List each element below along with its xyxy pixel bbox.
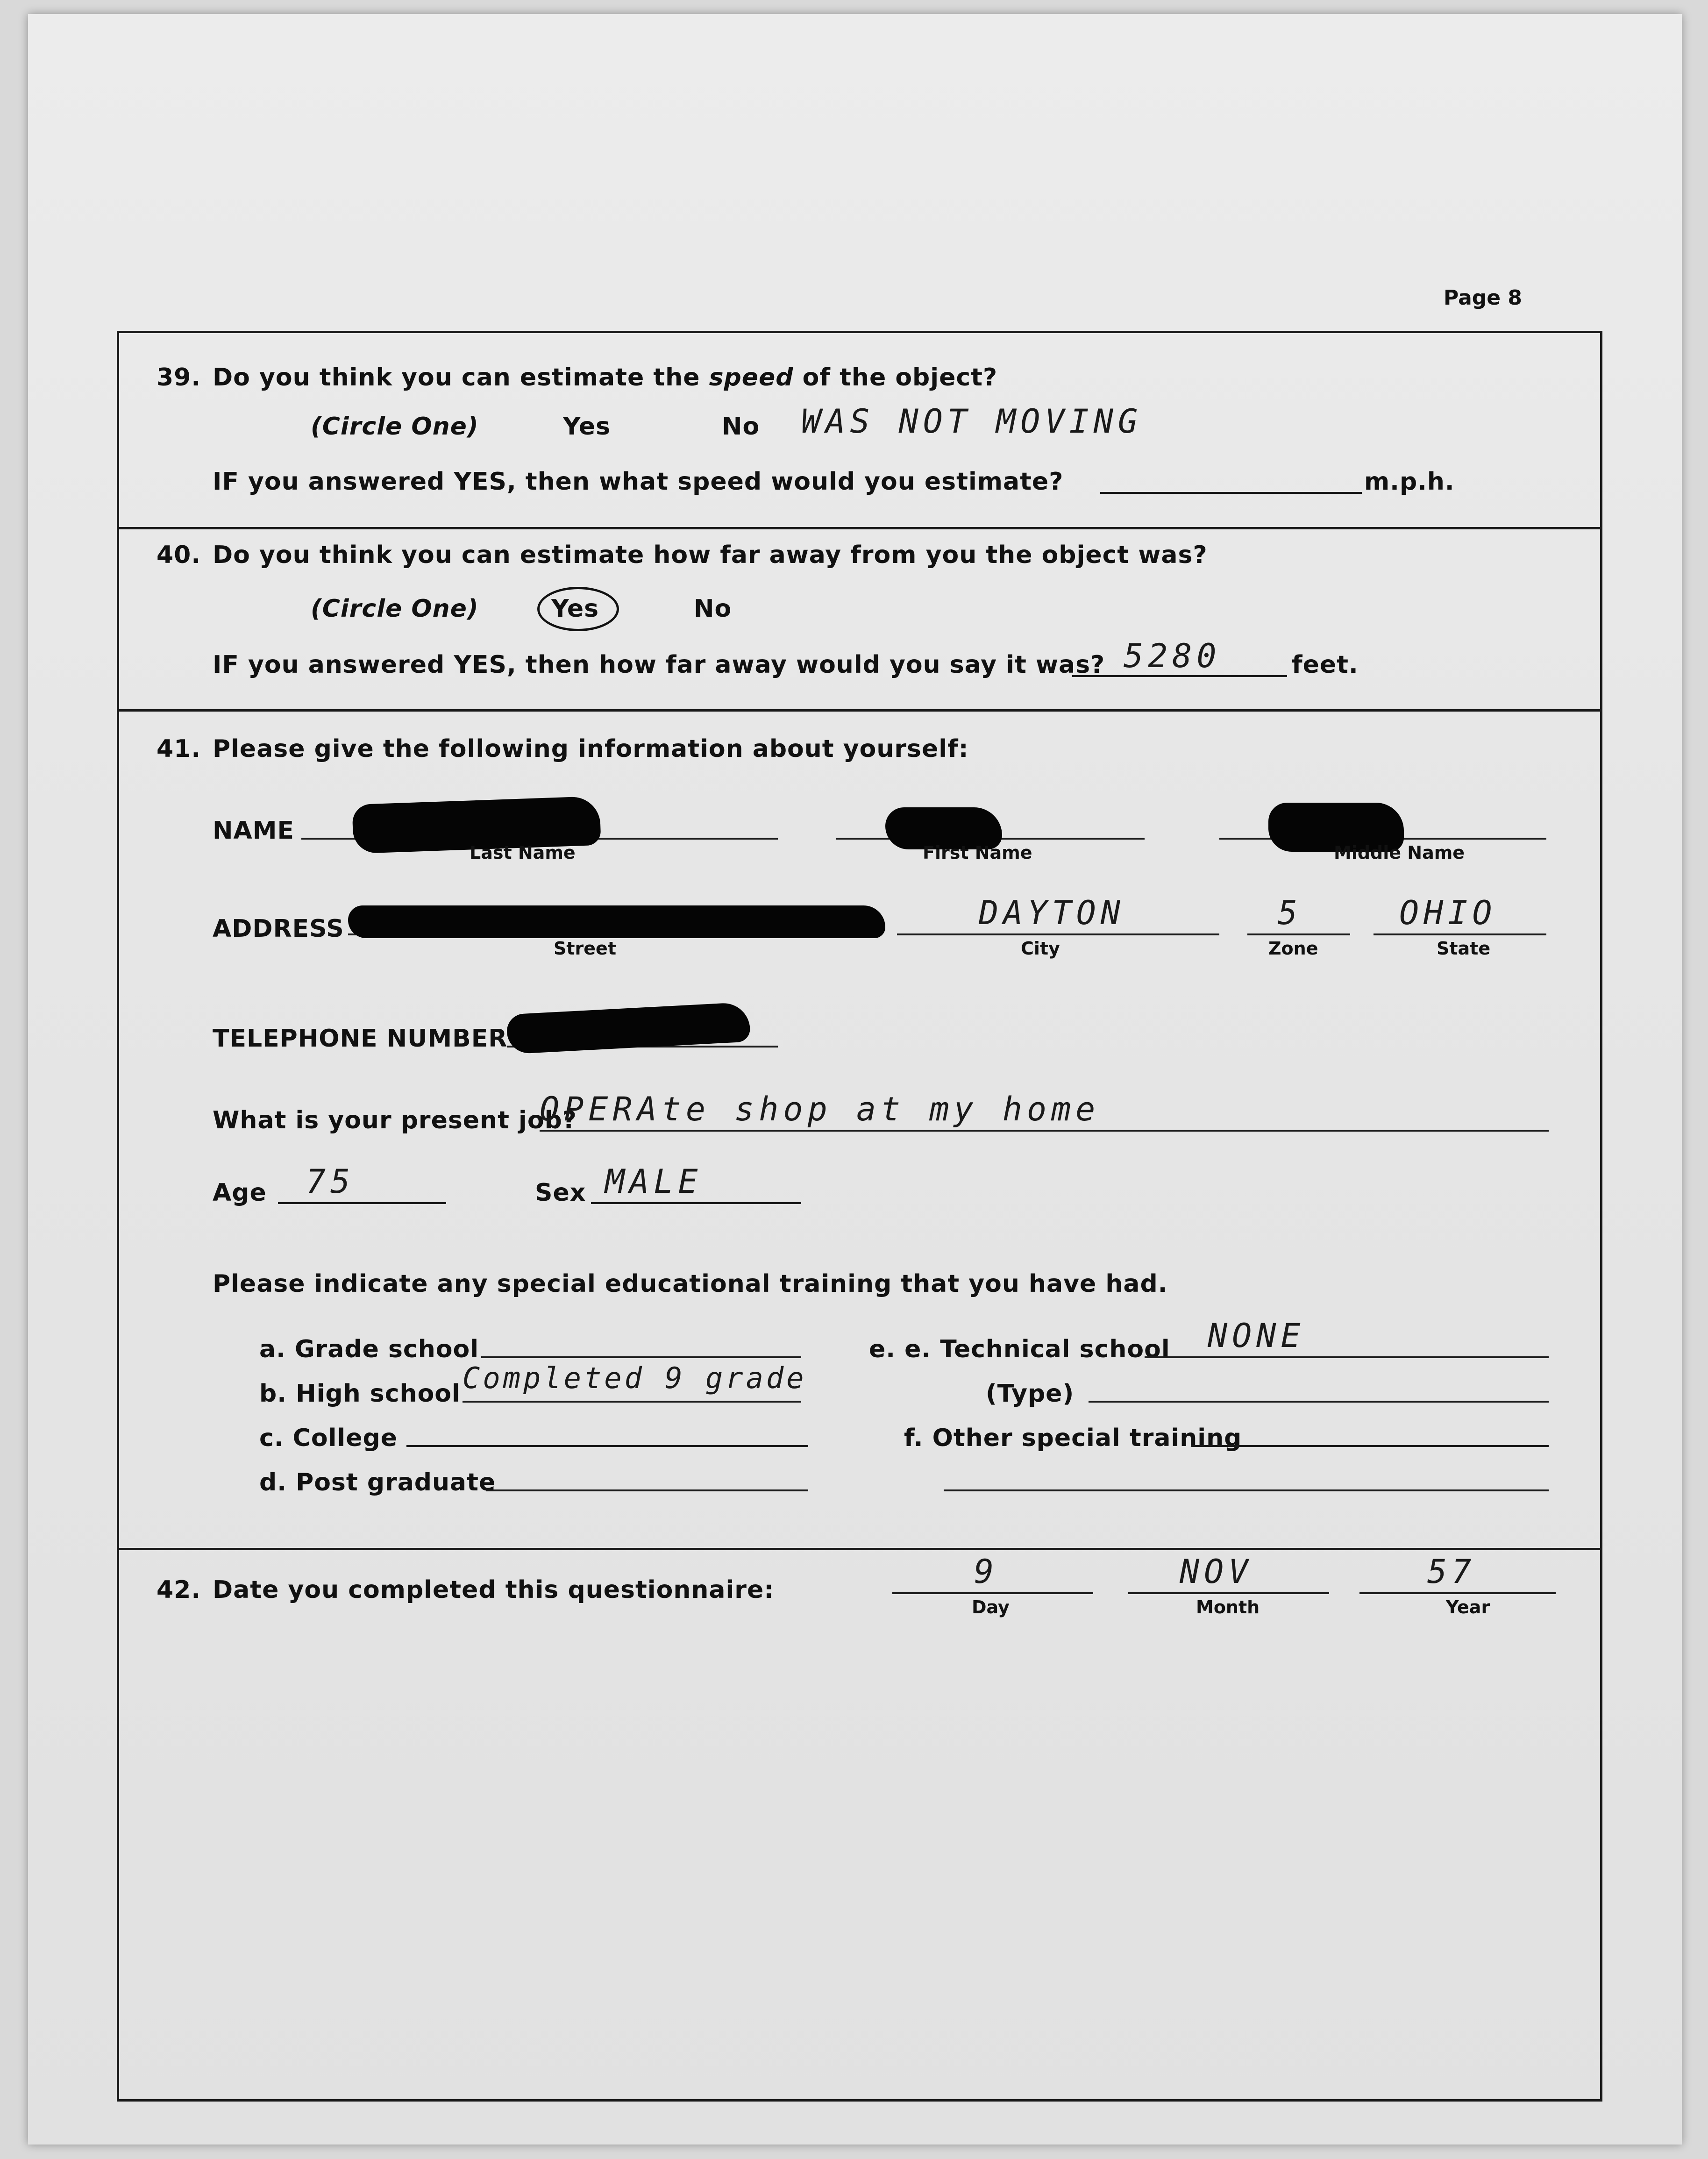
age-label: Age — [213, 1179, 267, 1207]
q40-yes-option[interactable]: Yes — [551, 595, 599, 623]
last-name-caption: Last Name — [470, 842, 576, 863]
city-value: DAYTON — [979, 894, 1125, 932]
state-caption: State — [1437, 938, 1491, 959]
sex-value: MALE — [605, 1162, 703, 1201]
edu-technical-school-label: e. e. Technical school — [869, 1335, 1170, 1363]
q40-distance-line[interactable] — [1072, 675, 1287, 677]
edu-technical-school-value: NONE — [1208, 1317, 1305, 1355]
age-value: 75 — [306, 1162, 355, 1201]
edu-other-training-label: f. Other special training — [904, 1424, 1242, 1452]
q42-month-line[interactable] — [1128, 1592, 1329, 1594]
telephone-label: TELEPHONE NUMBER — [213, 1025, 508, 1053]
q39-unit: m.p.h. — [1364, 468, 1455, 496]
q42-number: 42. — [157, 1576, 201, 1604]
sex-line[interactable] — [591, 1202, 801, 1204]
q42-year-line[interactable] — [1359, 1592, 1556, 1594]
divider-q40-q41 — [119, 709, 1600, 712]
q42-year-caption: Year — [1446, 1597, 1490, 1617]
first-name-caption: First Name — [923, 842, 1032, 863]
edu-high-school-value: Completed 9 grade — [463, 1361, 807, 1395]
q39-question — [213, 363, 997, 392]
edu-high-school-label: b. High school — [259, 1380, 461, 1408]
q39-question-em: speed — [709, 363, 794, 392]
q39-question-prefix: Do you think you can estimate the — [213, 363, 709, 392]
q40-number: 40. — [157, 541, 201, 569]
q42-month-value: NOV — [1180, 1553, 1253, 1591]
edu-other-training-line-2[interactable] — [944, 1489, 1549, 1491]
middle-name-caption: Middle Name — [1334, 842, 1465, 863]
q42-day-value: 9 — [974, 1553, 999, 1591]
state-line[interactable] — [1374, 933, 1546, 935]
questionnaire-page — [28, 14, 1682, 2145]
q40-no-option[interactable]: No — [694, 595, 732, 623]
edu-other-training-line[interactable] — [1191, 1445, 1549, 1447]
education-prompt: Please indicate any special educational training that you have had. — [213, 1270, 1168, 1298]
q42-question: Date you completed this questionnaire: — [213, 1576, 775, 1604]
q41-number: 41. — [157, 735, 201, 763]
edu-post-graduate-label: d. Post graduate — [259, 1468, 496, 1496]
q39-speed-line[interactable] — [1100, 492, 1362, 494]
edu-post-graduate-line[interactable] — [486, 1489, 808, 1491]
sex-label: Sex — [535, 1179, 586, 1207]
street-caption: Street — [554, 938, 616, 959]
q39-circle-one: (Circle One) — [311, 413, 479, 441]
divider-q39-q40 — [119, 527, 1600, 529]
job-label: What is your present job? — [213, 1106, 577, 1134]
city-line[interactable] — [897, 933, 1219, 935]
q41-prompt: Please give the following information about yourself: — [213, 735, 969, 763]
name-label: NAME — [213, 817, 295, 845]
q40-followup: IF you answered YES, then how far away would you say it was? — [213, 651, 1105, 679]
q42-month-caption: Month — [1196, 1597, 1260, 1617]
age-line[interactable] — [278, 1202, 446, 1204]
street-redaction — [348, 905, 885, 938]
edu-type-line[interactable] — [1089, 1401, 1549, 1403]
edu-college-label: c. College — [259, 1424, 398, 1452]
address-label: ADDRESS — [213, 915, 344, 943]
edu-type-label: (Type) — [986, 1380, 1075, 1408]
form-frame — [117, 331, 1602, 2102]
edu-grade-school-label: a. Grade school — [259, 1335, 479, 1363]
q42-year-value: 57 — [1427, 1553, 1476, 1591]
job-line[interactable] — [540, 1130, 1549, 1132]
page-number: Page 8 — [1444, 286, 1523, 310]
q39-no-option[interactable]: No — [722, 413, 760, 441]
zone-value: 5 — [1278, 894, 1302, 932]
q39-yes-option[interactable]: Yes — [563, 413, 611, 441]
q42-day-line[interactable] — [892, 1592, 1093, 1594]
divider-q41-q42 — [119, 1548, 1600, 1550]
q39-handwritten-note: WAS NOT MOVING — [801, 402, 1143, 441]
edu-high-school-line[interactable] — [463, 1401, 801, 1403]
zone-caption: Zone — [1268, 938, 1318, 959]
q40-unit: feet. — [1292, 651, 1359, 679]
job-value: OPERAte shop at my home — [540, 1090, 1100, 1128]
edu-college-line[interactable] — [406, 1445, 808, 1447]
q40-circle-one: (Circle One) — [311, 595, 479, 623]
q39-question-suffix: of the object? — [793, 363, 998, 392]
zone-line[interactable] — [1247, 933, 1350, 935]
q40-question: Do you think you can estimate how far away from you the object was? — [213, 541, 1208, 569]
edu-grade-school-line[interactable] — [481, 1356, 801, 1358]
edu-technical-school-line[interactable] — [1145, 1356, 1549, 1358]
q40-distance-answer: 5280 — [1124, 637, 1221, 675]
state-value: OHIO — [1399, 894, 1497, 932]
q39-number: 39. — [157, 363, 201, 392]
city-caption: City — [1021, 938, 1060, 959]
q42-day-caption: Day — [972, 1597, 1010, 1617]
q39-followup: IF you answered YES, then what speed would you estimate? — [213, 468, 1064, 496]
